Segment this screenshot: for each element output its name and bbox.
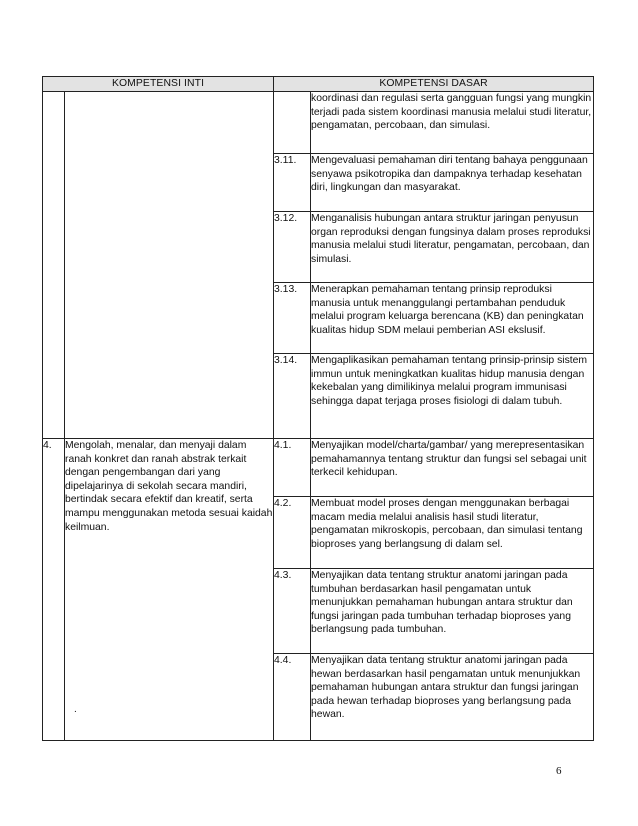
kd-continuation-text: koordinasi dan regulasi serta gangguan fungsi yang mungkin terjadi pada sistem koordinasi manusia melalui studi literatur, pengamatan, percobaan, dan simulasi. bbox=[311, 92, 594, 154]
competency-table bbox=[42, 76, 594, 741]
kd-number: 4.2. bbox=[274, 497, 311, 569]
kd-text: Menyajikan data tentang struktur anatomi jaringan pada tumbuhan berdasarkan hasil pengamatan untuk menunjukkan pemahaman hubungan antara struktur dan fungsi jaringan pada tumbuhan terhadap bioproses yang berlangsung pada tumbuhan. bbox=[311, 569, 594, 654]
kd-number: 4.4. bbox=[274, 654, 311, 741]
kd-number: 4.3. bbox=[274, 569, 311, 654]
table-row bbox=[43, 439, 594, 497]
kd-text: Menyajikan data tentang struktur anatomi jaringan pada hewan berdasarkan hasil pengamatan untuk menunjukkan pemahaman hubungan antara struktur dan fungsi jaringan pada hewan terhadap bioproses yang berlangsung pada hewan. bbox=[311, 654, 594, 741]
kd-number: 3.14. bbox=[274, 354, 311, 439]
kd-text: Menyajikan model/charta/gambar/ yang merepresentasikan pemahamannya tentang struktur dan fungsi sel sebagai unit terkecil kehidupan. bbox=[311, 439, 594, 497]
kd-number-cell-empty bbox=[274, 92, 311, 154]
ki-number: 4. bbox=[43, 439, 65, 741]
kd-text: Menganalisis hubungan antara struktur jaringan penyusun organ reproduksi dengan fungsinya dalam proses reproduksi manusia melalui studi literatur, pengamatan, percobaan, dan simulasi. bbox=[311, 212, 594, 283]
table-header-row bbox=[43, 77, 594, 92]
kd-text: Menerapkan pemahaman tentang prinsip reproduksi manusia untuk menanggulangi pertambahan penduduk melalui program keluarga berencana (KB) dan peningkatan kualitas hidup SDM melaui pemberian ASI ekslusif. bbox=[311, 283, 594, 354]
ki-text: Mengolah, menalar, dan menyaji dalam ranah konkret dan ranah abstrak terkait dengan pengembangan dari yang dipelajarinya di sekolah secara mandiri, bertindak secara efektif dan kreatif, serta mampu menggunakan metoda sesuai kaidah keilmuan. bbox=[65, 439, 274, 741]
kd-text: Mengaplikasikan pemahaman tentang prinsip-prinsip sistem immun untuk meningkatkan kualitas hidup manusia dengan kekebalan yang dimilikinya melalui program immunisasi sehingga dapat terjaga proses fisiologi di dalam tubuh. bbox=[311, 354, 594, 439]
header-kompetensi-dasar: KOMPETENSI DASAR bbox=[274, 77, 594, 92]
ki-number-cell-empty bbox=[43, 92, 65, 439]
header-kompetensi-inti: KOMPETENSI INTI bbox=[43, 77, 274, 92]
kd-text: Mengevaluasi pemahaman diri tentang bahaya penggunaan senyawa psikotropika dan dampaknya terhadap kesehatan diri, lingkungan dan masyarakat. bbox=[311, 154, 594, 212]
kd-number: 3.11. bbox=[274, 154, 311, 212]
kd-number: 3.13. bbox=[274, 283, 311, 354]
page-number: 6 bbox=[556, 765, 562, 777]
kd-text: Membuat model proses dengan menggunakan berbagai macam media melalui analisis hasil studi literatur, pengamatan mikroskopis, percobaan, dan simulasi tentang bioproses yang berlangsung di dalam sel. bbox=[311, 497, 594, 569]
ki-trailing-mark: . bbox=[74, 704, 77, 715]
kd-number: 4.1. bbox=[274, 439, 311, 497]
table-row bbox=[43, 92, 594, 154]
ki-text-cell-empty bbox=[65, 92, 274, 439]
kd-number: 3.12. bbox=[274, 212, 311, 283]
